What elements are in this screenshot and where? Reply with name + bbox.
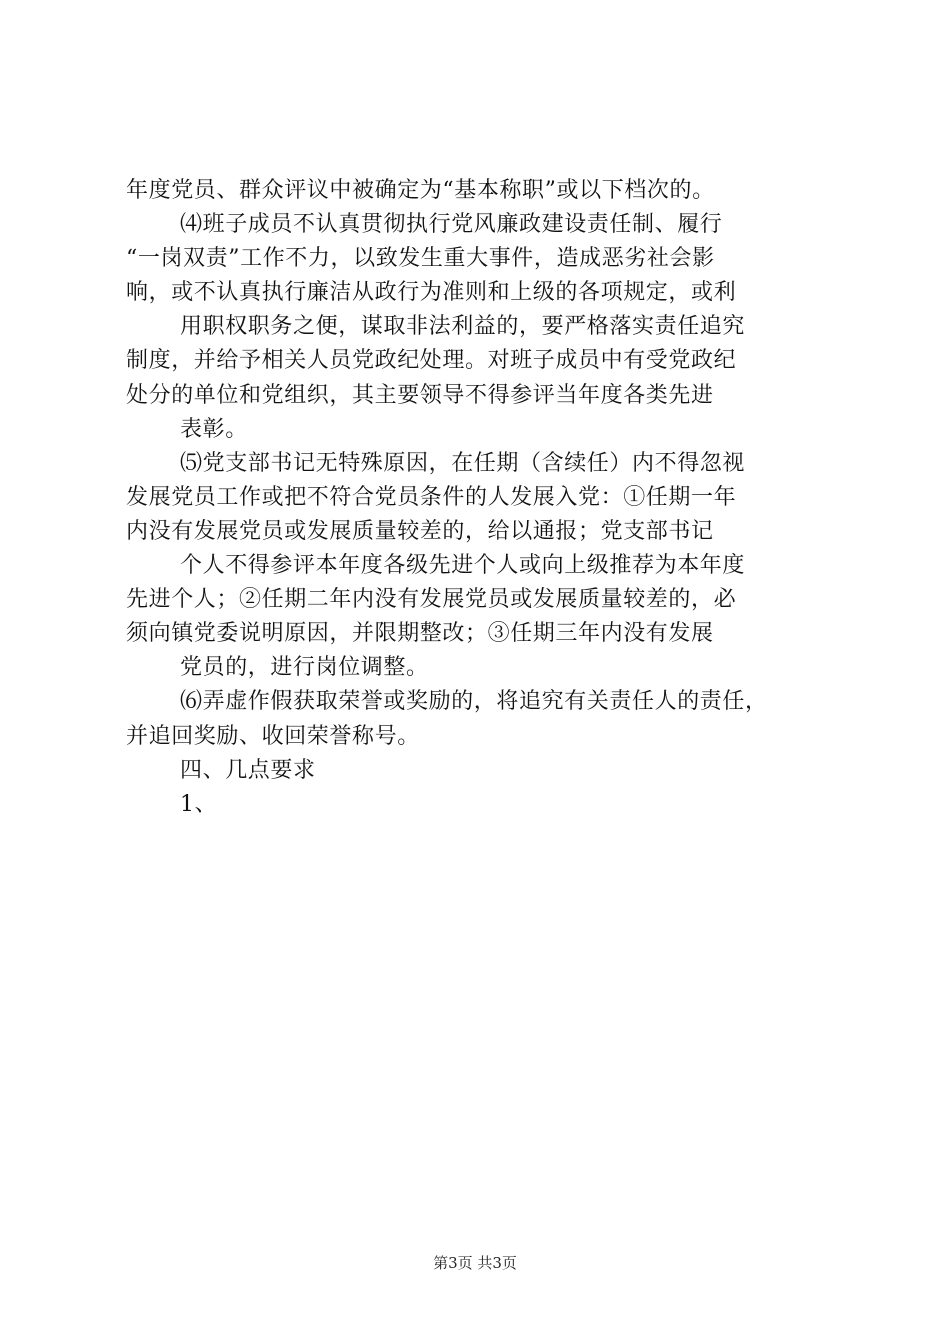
text-line: 并追回奖励、收回荣誉称号。 — [126, 723, 420, 749]
text-line: 内没有发展党员或发展质量较差的，给以通报；党支部书记 — [126, 518, 714, 544]
text-line: 须向镇党委说明原因，并限期整改；③任期三年内没有发展 — [126, 621, 714, 647]
page-footer: 第3页 共3页 — [433, 1254, 517, 1272]
text-line: 年度党员、群众评议中被确定为“基本称职”或以下档次的。 — [126, 178, 715, 203]
text-line: ⑷班子成员不认真贯彻执行党风廉政建设责任制、履行 — [180, 212, 723, 238]
text-line: 党员的，进行岗位调整。 — [180, 655, 429, 681]
text-line: 先进个人；②任期二年内没有发展党员或发展质量较差的，必 — [126, 587, 737, 613]
text-line: 个人不得参评本年度各级先进个人或向上级推荐为本年度 — [180, 553, 746, 579]
text-line: 表彰。 — [180, 416, 248, 442]
list-item-number: 1、 — [180, 791, 218, 817]
text-line: 用职权职务之便，谋取非法利益的，要严格落实责任追究 — [180, 314, 746, 340]
text-line: ⑹弄虚作假获取荣誉或奖励的，将追究有关责任人的责任， — [180, 689, 768, 715]
section-heading: 四、几点要求 — [180, 757, 316, 783]
text-line: 制度，并给予相关人员党政纪处理。对班子成员中有受党政纪 — [126, 348, 737, 374]
text-line: 响，或不认真执行廉洁从政行为准则和上级的各项规定，或利 — [126, 280, 737, 306]
text-line: 发展党员工作或把不符合党员条件的人发展入党：①任期一年 — [126, 484, 737, 510]
document-body — [126, 174, 846, 822]
text-line: “一岗双责”工作不力，以致发生重大事件，造成恶劣社会影 — [126, 246, 715, 272]
text-line: ⑸党支部书记无特殊原因，在任期（含续任）内不得忽视 — [180, 450, 746, 476]
text-line: 处分的单位和党组织，其主要领导不得参评当年度各类先进 — [126, 382, 714, 408]
